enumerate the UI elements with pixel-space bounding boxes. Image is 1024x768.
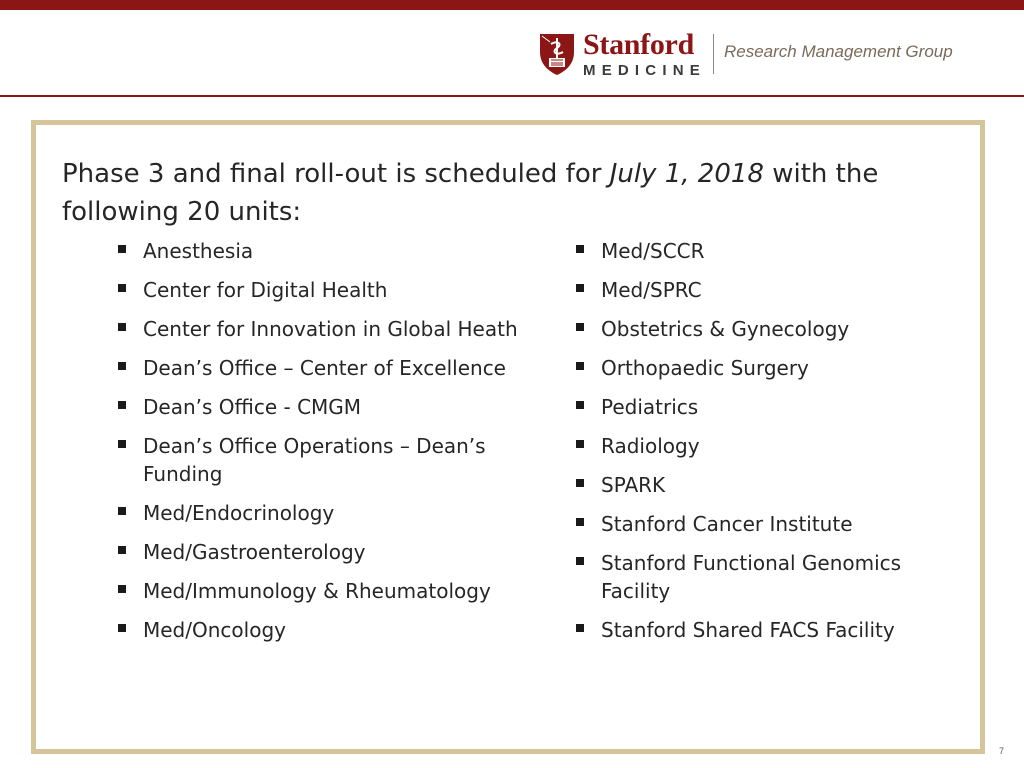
- list-item: [118, 393, 528, 421]
- bullet-icon: [118, 507, 126, 515]
- slide-headline: [62, 155, 942, 231]
- bullet-icon: [118, 362, 126, 370]
- bullet-icon: [576, 440, 584, 448]
- logo-medicine-text: MEDICINE: [583, 62, 706, 79]
- logo-stanford-text: Stanford: [583, 28, 694, 61]
- bullet-icon: [118, 546, 126, 554]
- list-item: [118, 499, 528, 527]
- unit-label: Obstetrics & Gynecology: [601, 317, 850, 341]
- list-item: [576, 276, 956, 304]
- list-item: [576, 315, 956, 343]
- unit-label: Med/SCCR: [601, 239, 705, 263]
- bullet-icon: [576, 557, 584, 565]
- unit-label: Radiology: [601, 434, 700, 458]
- list-item: [576, 237, 956, 265]
- bullet-icon: [576, 362, 584, 370]
- unit-label: Center for Innovation in Global Heath: [143, 317, 518, 341]
- unit-label: Med/Oncology: [143, 618, 286, 642]
- bullet-icon: [576, 518, 584, 526]
- unit-list-right: [576, 237, 956, 655]
- unit-label: SPARK: [601, 473, 666, 497]
- unit-label: Med/SPRC: [601, 278, 702, 302]
- unit-label: Orthopaedic Surgery: [601, 356, 809, 380]
- header-rule: [0, 95, 1024, 97]
- group-name: Research Management Group: [724, 42, 953, 61]
- list-item: [118, 237, 528, 265]
- unit-label: Anesthesia: [143, 239, 254, 263]
- bullet-icon: [118, 323, 126, 331]
- unit-label: Stanford Cancer Institute: [601, 512, 853, 536]
- bullet-icon: [576, 401, 584, 409]
- unit-label: Med/Endocrinology: [143, 501, 335, 525]
- list-item: [576, 471, 956, 499]
- logo-divider: [713, 34, 714, 74]
- bullet-icon: [118, 624, 126, 632]
- headline-date: July 1, 2018: [609, 159, 764, 189]
- unit-label: Dean’s Office – Center of Excellence: [143, 356, 506, 380]
- bullet-icon: [576, 323, 584, 331]
- page-number: 7: [998, 746, 1004, 756]
- bullet-icon: [118, 284, 126, 292]
- unit-label: Med/Gastroenterology: [143, 540, 366, 564]
- list-item: [118, 354, 528, 382]
- bullet-icon: [576, 245, 584, 253]
- unit-list-left: [118, 237, 528, 655]
- unit-label: Stanford Functional Genomics Facility: [601, 551, 902, 603]
- bullet-icon: [576, 284, 584, 292]
- unit-label: Center for Digital Health: [143, 278, 388, 302]
- stanford-shield-icon: [538, 32, 576, 76]
- unit-label: Dean’s Office - CMGM: [143, 395, 362, 419]
- list-item: [118, 616, 528, 644]
- list-item: [118, 315, 528, 343]
- list-item: [118, 577, 528, 605]
- content-frame: [31, 120, 985, 754]
- bullet-icon: [576, 479, 584, 487]
- unit-label: Med/Immunology & Rheumatology: [143, 579, 491, 603]
- list-item: [118, 538, 528, 566]
- bullet-icon: [118, 440, 126, 448]
- list-item: [576, 549, 956, 605]
- logo-wordmark: [583, 30, 708, 80]
- list-item: [576, 354, 956, 382]
- list-item: [576, 393, 956, 421]
- bullet-icon: [118, 245, 126, 253]
- headline-pre: Phase 3 and final roll-out is scheduled for: [62, 159, 610, 189]
- bullet-icon: [118, 401, 126, 409]
- list-item: [118, 432, 528, 488]
- bullet-icon: [118, 585, 126, 593]
- unit-label: Stanford Shared FACS Facility: [601, 618, 895, 642]
- unit-label: Pediatrics: [601, 395, 699, 419]
- unit-label: Dean’s Office Operations – Dean’s Funding: [143, 434, 486, 486]
- list-item: [576, 510, 956, 538]
- top-brand-bar: [0, 0, 1024, 10]
- headline-post: with the following 20 units:: [62, 159, 879, 227]
- list-item: [118, 276, 528, 304]
- bullet-icon: [576, 624, 584, 632]
- list-item: [576, 616, 956, 644]
- list-item: [576, 432, 956, 460]
